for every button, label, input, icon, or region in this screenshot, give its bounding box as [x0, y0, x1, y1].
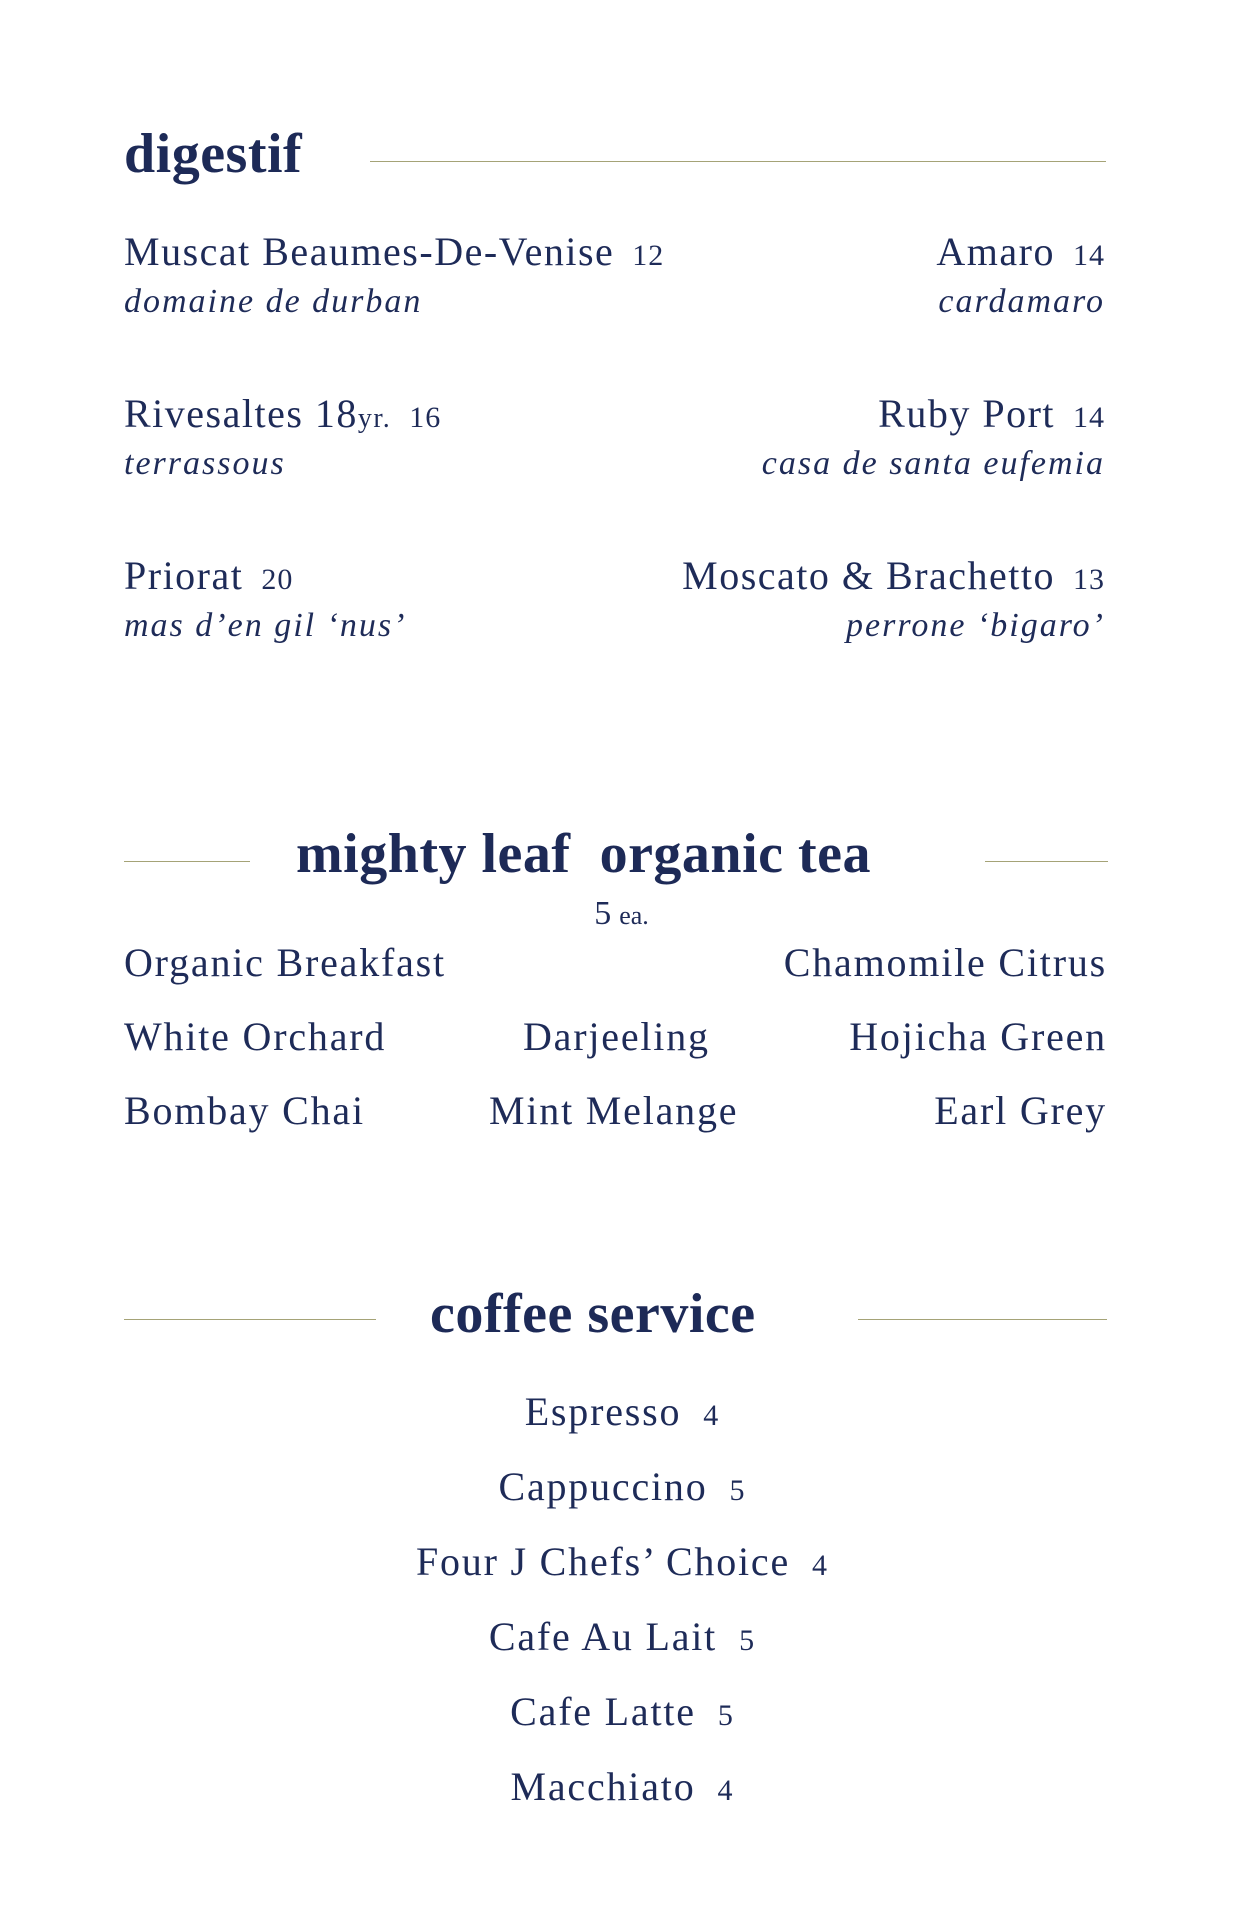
item-price: 5 — [717, 1699, 733, 1732]
item-price: 20 — [261, 563, 294, 596]
section-title-digestif: digestif — [124, 123, 303, 185]
item-price: 13 — [1073, 563, 1105, 596]
digestif-item-muscat — [124, 228, 664, 321]
section-rule-right — [858, 1319, 1107, 1320]
digestif-item-priorat — [124, 552, 406, 645]
item-name: Cafe Latte — [510, 1689, 696, 1734]
item-producer: mas d’en gil ‘nus’ — [124, 607, 407, 644]
item-name: Four J Chefs’ Choice — [415, 1539, 791, 1584]
item-producer: cardamaro — [938, 283, 1105, 320]
item-name: Cafe Au Lait — [488, 1614, 718, 1659]
item-name: Rivesaltes 18yr. — [124, 391, 392, 436]
item-price: 12 — [632, 239, 665, 272]
tea-price-unit: ea. — [619, 901, 649, 930]
item-name: Cappuccino — [498, 1464, 708, 1509]
item-price: 4 — [812, 1549, 828, 1582]
item-price: 5 — [729, 1474, 745, 1507]
section-rule — [370, 161, 1106, 162]
section-title-coffee: coffee service — [430, 1283, 756, 1345]
item-name: Amaro — [936, 229, 1055, 274]
item-price: 14 — [1073, 239, 1105, 272]
item-price: 14 — [1073, 401, 1105, 434]
item-name: Moscato & Brachetto — [682, 553, 1055, 598]
item-price: 5 — [739, 1624, 755, 1657]
digestif-item-amaro — [936, 228, 1105, 321]
item-price: 4 — [717, 1774, 733, 1807]
item-name: Espresso — [524, 1389, 682, 1434]
item-producer: casa de santa eufemia — [761, 445, 1105, 482]
coffee-list — [0, 1388, 1243, 1838]
tea-price-value: 5 — [594, 895, 612, 932]
item-name: Macchiato — [510, 1764, 696, 1809]
item-price: 16 — [409, 401, 442, 434]
section-rule-left — [124, 1319, 376, 1320]
coffee-item-cafe-au-lait — [0, 1613, 1243, 1688]
section-rule-right — [985, 861, 1108, 862]
item-price: 4 — [703, 1399, 719, 1432]
digestif-item-ruby-port — [762, 390, 1105, 483]
tea-item-chamomile-citrus: Chamomile Citrus — [783, 940, 1107, 985]
tea-price — [0, 895, 1243, 933]
tea-item-mint-melange: Mint Melange — [489, 1088, 739, 1133]
coffee-item-cafe-latte — [0, 1688, 1243, 1763]
item-producer: terrassous — [124, 445, 286, 482]
item-producer: perrone ‘bigaro’ — [846, 607, 1105, 644]
coffee-item-macchiato — [0, 1763, 1243, 1838]
coffee-item-espresso — [0, 1388, 1243, 1463]
coffee-item-four-j-chefs-choice — [0, 1538, 1243, 1613]
item-name: Ruby Port — [878, 391, 1055, 436]
item-name-suffix: yr. — [357, 403, 392, 434]
tea-item-earl-grey: Earl Grey — [934, 1088, 1107, 1133]
coffee-item-cappuccino — [0, 1463, 1243, 1538]
tea-item-bombay-chai: Bombay Chai — [124, 1088, 365, 1133]
tea-item-hojicha-green: Hojicha Green — [849, 1014, 1107, 1059]
section-title-tea: mighty leaf organic tea — [296, 823, 871, 885]
section-rule-left — [124, 861, 250, 862]
item-producer: domaine de durban — [124, 283, 423, 320]
digestif-item-rivesaltes — [124, 390, 441, 483]
tea-item-white-orchard: White Orchard — [124, 1014, 387, 1059]
item-name: Priorat — [124, 553, 244, 598]
item-name: Muscat Beaumes-De-Venise — [124, 229, 615, 274]
tea-item-darjeeling: Darjeeling — [523, 1014, 710, 1059]
digestif-item-moscato — [682, 552, 1105, 645]
tea-item-organic-breakfast: Organic Breakfast — [124, 940, 446, 985]
